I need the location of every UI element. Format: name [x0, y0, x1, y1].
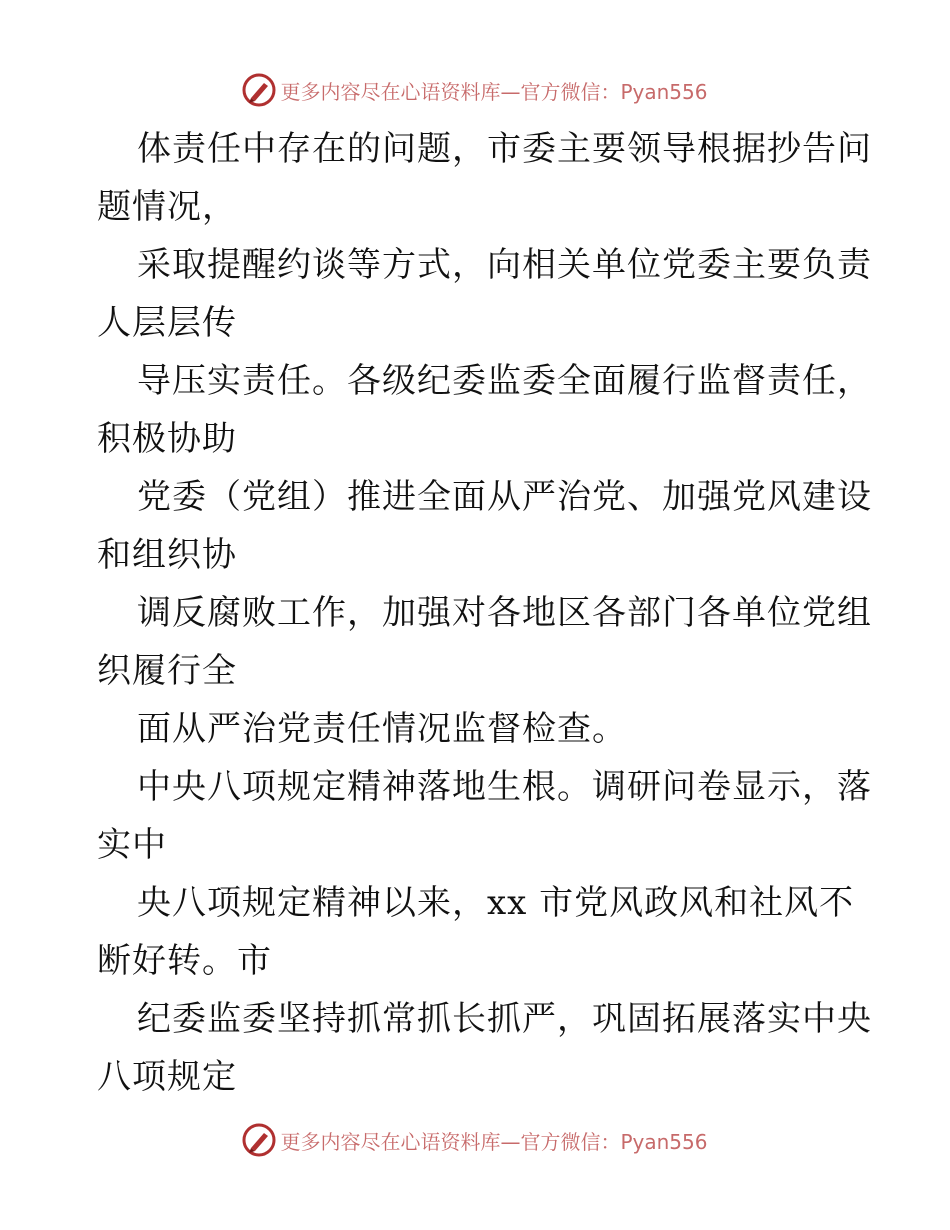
text-line: 导压实责任。各级纪委监委全面履行监督责任， — [137, 361, 872, 401]
text-line: 八项规定 — [97, 1057, 237, 1097]
footer-banner-text: 更多内容尽在心语资料库—官方微信：Pyan556 — [280, 1129, 708, 1154]
text-line: 题情况， — [97, 187, 237, 227]
text-line: 采取提醒约谈等方式，向相关单位党委主要负责 — [137, 245, 872, 285]
header-banner — [0, 70, 950, 110]
text-line: 实中 — [97, 825, 167, 865]
text-line: 党委（党组）推进全面从严治党、加强党风建设 — [137, 477, 872, 517]
text-line: 调反腐败工作，加强对各地区各部门各单位党组 — [137, 593, 872, 633]
text-line: 体责任中存在的问题，市委主要领导根据抄告问 — [137, 129, 872, 169]
text-line: 断好转。市 — [97, 941, 272, 981]
text-line: 纪委监委坚持抓常抓长抓严，巩固拓展落实中央 — [137, 999, 872, 1039]
text-line: 和组织协 — [97, 535, 237, 575]
text-line: 积极协助 — [97, 419, 237, 459]
pen-logo-icon — [242, 73, 276, 107]
text-line: 央八项规定精神以来，xx 市党风政风和社风不 — [137, 883, 855, 923]
footer-banner — [0, 1120, 950, 1160]
header-banner-text: 更多内容尽在心语资料库—官方微信：Pyan556 — [280, 79, 708, 104]
text-line: 织履行全 — [97, 651, 237, 691]
pen-logo-icon — [242, 1123, 276, 1157]
document-body — [97, 120, 872, 1106]
text-line: 人层层传 — [97, 303, 237, 343]
text-line: 面从严治党责任情况监督检查。 — [137, 709, 627, 749]
text-line: 中央八项规定精神落地生根。调研问卷显示，落 — [137, 767, 872, 807]
